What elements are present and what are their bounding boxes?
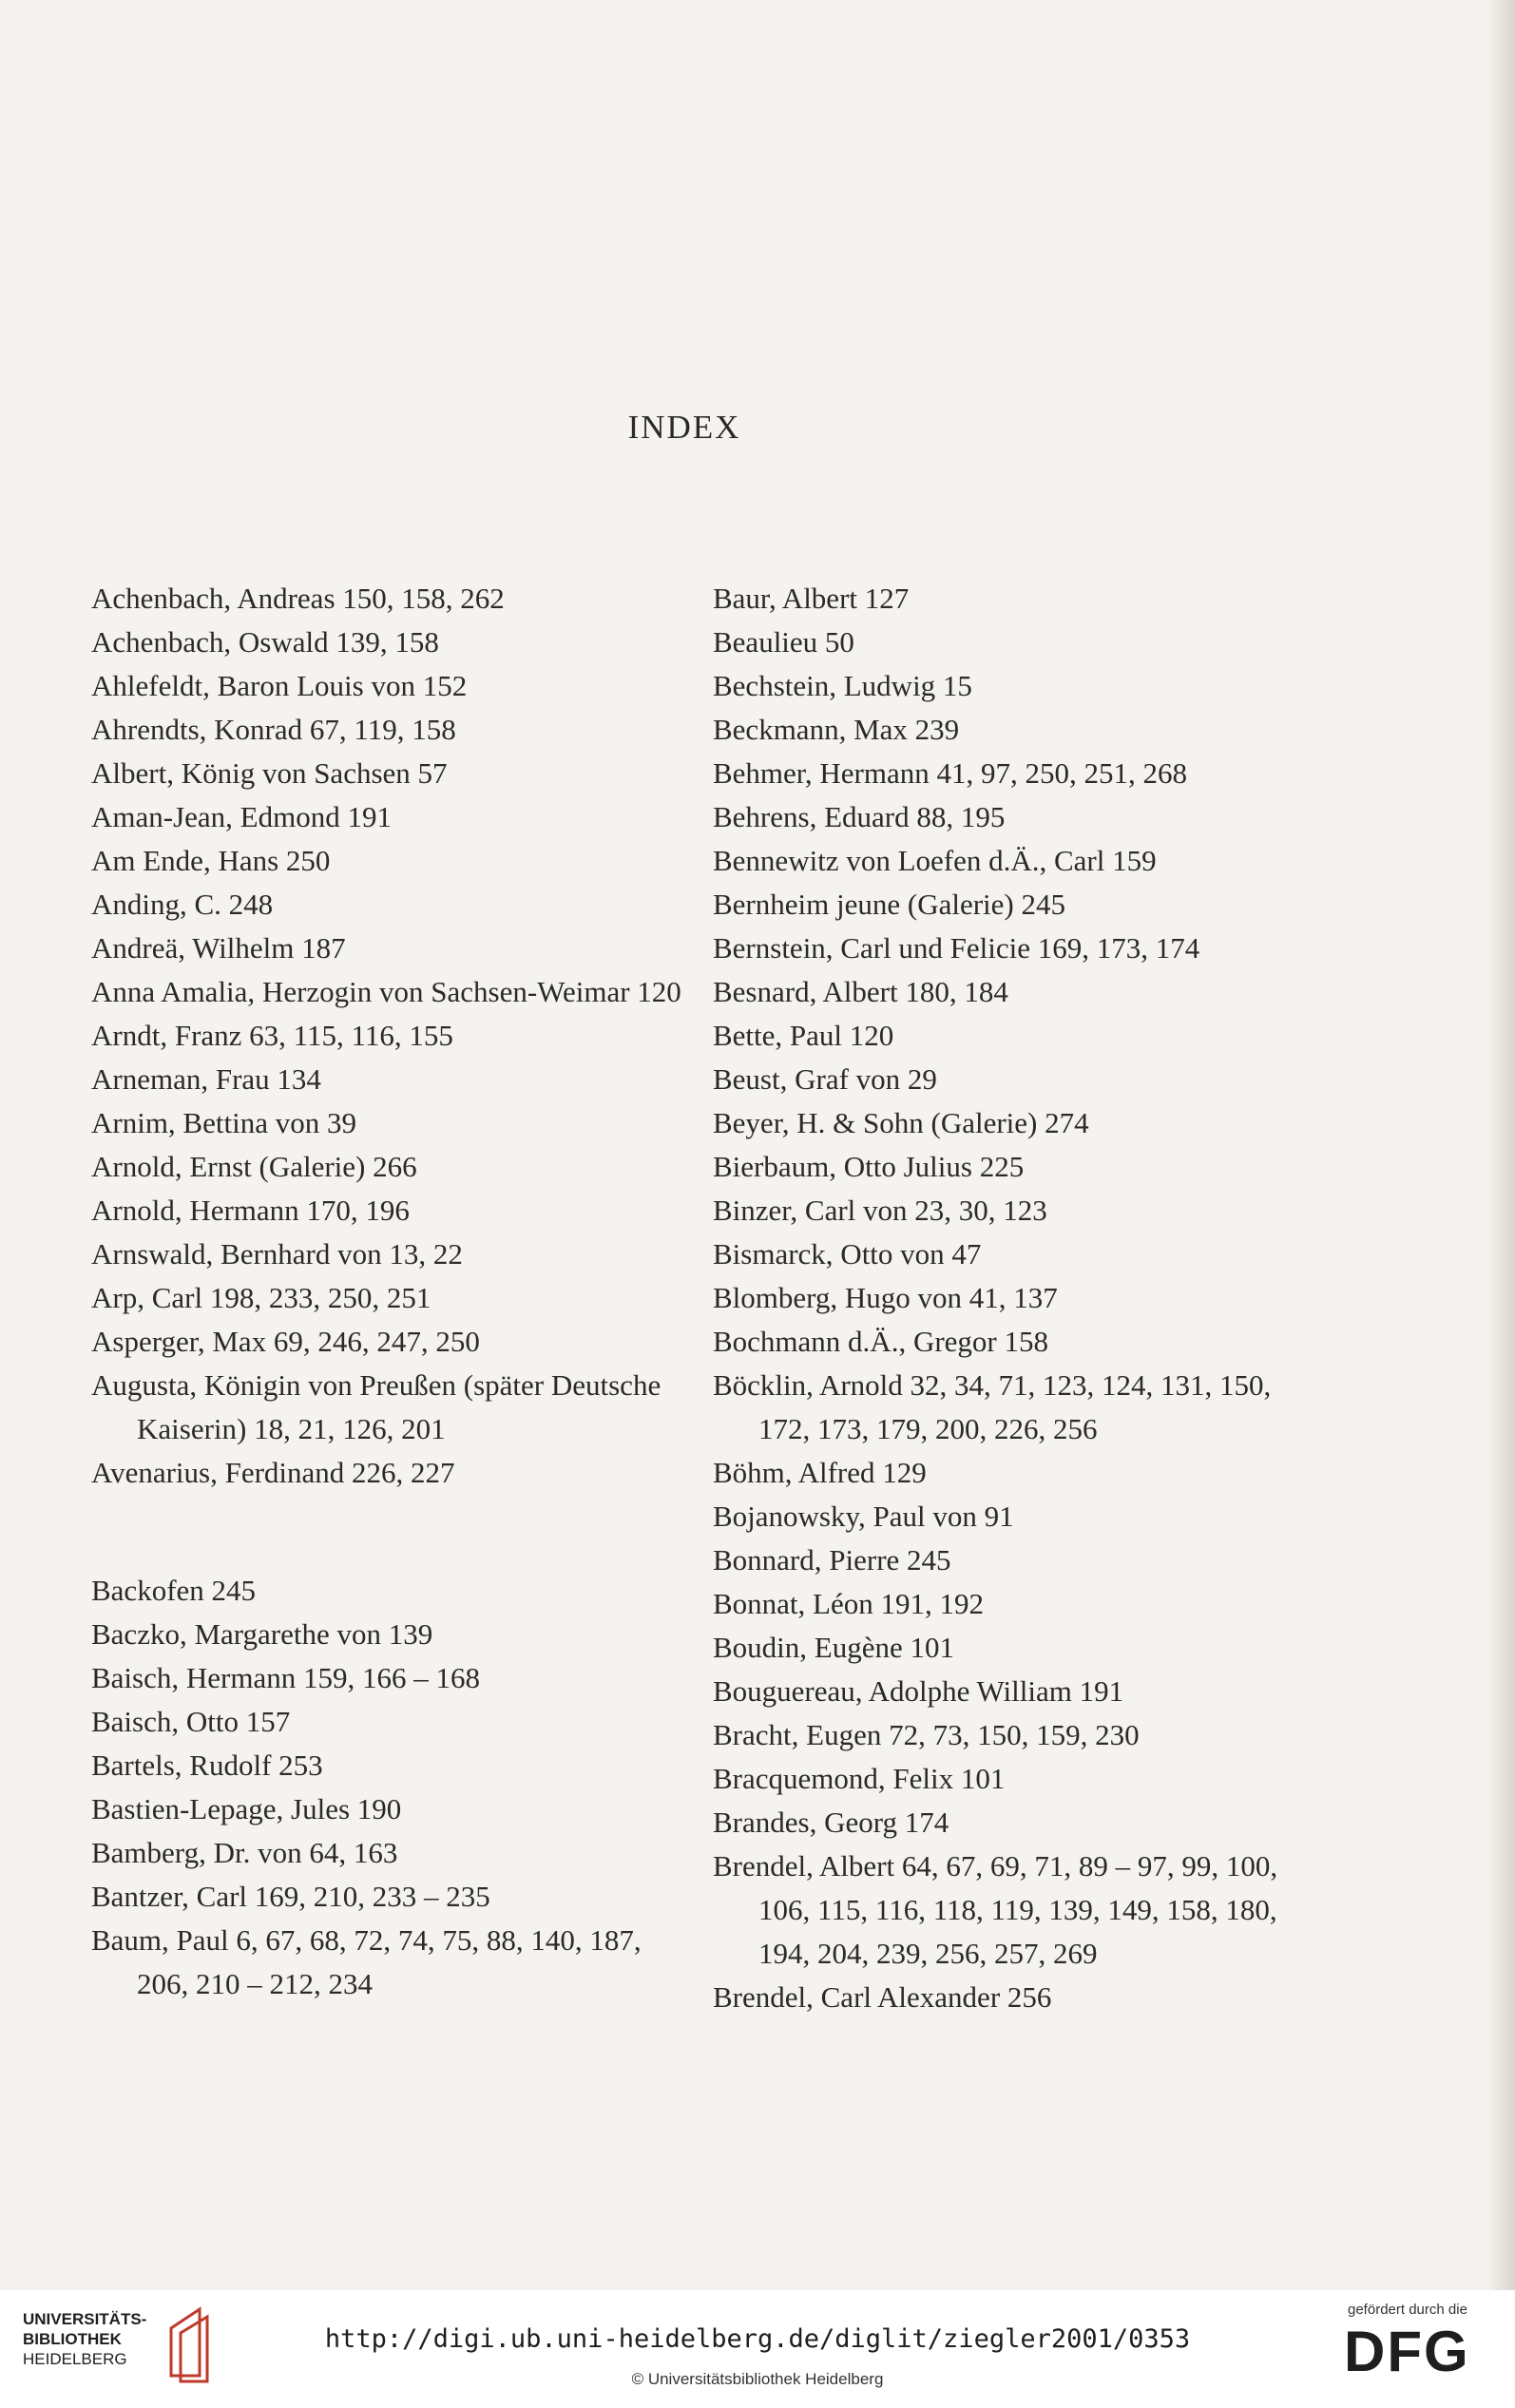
- index-entry: Behmer, Hermann 41, 97, 250, 251, 268: [713, 756, 1187, 790]
- index-entry: Baisch, Otto 157: [91, 1705, 291, 1738]
- section-gap: [91, 1510, 700, 1554]
- index-column-left: [91, 577, 700, 2006]
- funding-label: gefördert durch die: [1348, 2302, 1467, 2318]
- index-entry: Brandes, Georg 174: [713, 1806, 949, 1839]
- dfg-logo[interactable]: DFG: [1344, 2320, 1470, 2383]
- index-entry: Ahlefeldt, Baron Louis von 152: [91, 669, 468, 702]
- index-entry: Bernheim jeune (Galerie) 245: [713, 888, 1065, 921]
- index-entry: Augusta, Königin von Preußen (später Deutsche Kaiserin) 18, 21, 126, 201: [91, 1368, 662, 1445]
- index-entry: Baum, Paul 6, 67, 68, 72, 74, 75, 88, 140, 187, 206, 210 – 212, 234: [91, 1923, 642, 2000]
- index-entry: Albert, König von Sachsen 57: [91, 756, 448, 790]
- index-entry: Bismarck, Otto von 47: [713, 1237, 982, 1271]
- index-entry: Anding, C. 248: [91, 888, 274, 921]
- index-entry: Bracquemond, Felix 101: [713, 1762, 1006, 1795]
- index-entry: Binzer, Carl von 23, 30, 123: [713, 1194, 1047, 1227]
- index-entry: Bonnard, Pierre 245: [713, 1543, 951, 1577]
- page-spine-shadow: [1486, 0, 1515, 2408]
- library-name-line1: UNIVERSITÄTS-: [23, 2310, 147, 2328]
- copyright-notice: © Universitätsbibliothek Heidelberg: [631, 2370, 884, 2388]
- index-entry: Böhm, Alfred 129: [713, 1456, 927, 1489]
- index-entry: Avenarius, Ferdinand 226, 227: [91, 1456, 455, 1489]
- index-entry: Behrens, Eduard 88, 195: [713, 800, 1006, 833]
- index-entry: Aman-Jean, Edmond 191: [91, 800, 392, 833]
- index-entry: Arndt, Franz 63, 115, 116, 155: [91, 1019, 453, 1052]
- index-entry: Baisch, Hermann 159, 166 – 168: [91, 1661, 480, 1694]
- index-entry: Bojanowsky, Paul von 91: [713, 1500, 1014, 1533]
- index-entry: Bantzer, Carl 169, 210, 233 – 235: [91, 1880, 490, 1913]
- index-entry: Backofen 245: [91, 1574, 257, 1607]
- index-entry: Bennewitz von Loefen d.Ä., Carl 159: [713, 844, 1157, 877]
- index-entry: Beust, Graf von 29: [713, 1062, 937, 1096]
- index-entry: Bierbaum, Otto Julius 225: [713, 1150, 1025, 1183]
- index-entry: Arnswald, Bernhard von 13, 22: [91, 1237, 463, 1271]
- index-entry: Arp, Carl 198, 233, 250, 251: [91, 1281, 431, 1314]
- index-column-right: [713, 577, 1321, 2019]
- index-entry: Baur, Albert 127: [713, 582, 910, 615]
- index-entry: Besnard, Albert 180, 184: [713, 975, 1008, 1008]
- index-entry: Bechstein, Ludwig 15: [713, 669, 972, 702]
- index-entry: Bartels, Rudolf 253: [91, 1749, 323, 1782]
- index-entry: Böcklin, Arnold 32, 34, 71, 123, 124, 131, 150, 172, 173, 179, 200, 226, 256: [713, 1368, 1272, 1445]
- index-entry: Arnim, Bettina von 39: [91, 1106, 356, 1139]
- index-entry: Bastien-Lepage, Jules 190: [91, 1792, 402, 1825]
- index-entry: Bonnat, Léon 191, 192: [713, 1587, 984, 1620]
- index-entry: Ahrendts, Konrad 67, 119, 158: [91, 713, 456, 746]
- permalink-url[interactable]: http://digi.ub.uni-heidelberg.de/diglit/ziegler2001/0353: [324, 2324, 1191, 2354]
- index-entry: Brendel, Carl Alexander 256: [713, 1980, 1052, 2014]
- index-entry: Bouguereau, Adolphe William 191: [713, 1674, 1124, 1708]
- index-entry: Achenbach, Oswald 139, 158: [91, 625, 439, 659]
- index-entry: Asperger, Max 69, 246, 247, 250: [91, 1325, 480, 1358]
- library-name-line2: BIBLIOTHEK: [23, 2330, 122, 2348]
- index-entry: Anna Amalia, Herzogin von Sachsen-Weimar 120: [91, 975, 681, 1008]
- index-entry: Beyer, H. & Sohn (Galerie) 274: [713, 1106, 1089, 1139]
- index-entry: Beaulieu 50: [713, 625, 854, 659]
- page-title: INDEX: [627, 409, 741, 446]
- index-entry: Bernstein, Carl und Felicie 169, 173, 174: [713, 931, 1200, 965]
- index-entry: Andreä, Wilhelm 187: [91, 931, 346, 965]
- library-name-line3: HEIDELBERG: [23, 2350, 127, 2368]
- index-entry: Blomberg, Hugo von 41, 137: [713, 1281, 1058, 1314]
- index-entry: Achenbach, Andreas 150, 158, 262: [91, 582, 505, 615]
- index-entry: Bette, Paul 120: [713, 1019, 894, 1052]
- index-entry: Arneman, Frau 134: [91, 1062, 321, 1096]
- index-entry: Bamberg, Dr. von 64, 163: [91, 1836, 398, 1869]
- index-entry: Arnold, Hermann 170, 196: [91, 1194, 410, 1227]
- index-entry: Arnold, Ernst (Galerie) 266: [91, 1150, 417, 1183]
- digitization-footer: [0, 2290, 1515, 2408]
- index-entry: Brendel, Albert 64, 67, 69, 71, 89 – 97, 99, 100, 106, 115, 116, 118, 119, 139, 149, 158, 180, 194, 204, 239, 256, 257, 269: [713, 1849, 1278, 1970]
- index-entry: Boudin, Eugène 101: [713, 1631, 954, 1664]
- index-entry: Baczko, Margarethe von 139: [91, 1617, 433, 1651]
- index-entry: Bracht, Eugen 72, 73, 150, 159, 230: [713, 1718, 1140, 1751]
- index-entry: Bochmann d.Ä., Gregor 158: [713, 1325, 1048, 1358]
- index-entry: Am Ende, Hans 250: [91, 844, 331, 877]
- index-entry: Beckmann, Max 239: [713, 713, 960, 746]
